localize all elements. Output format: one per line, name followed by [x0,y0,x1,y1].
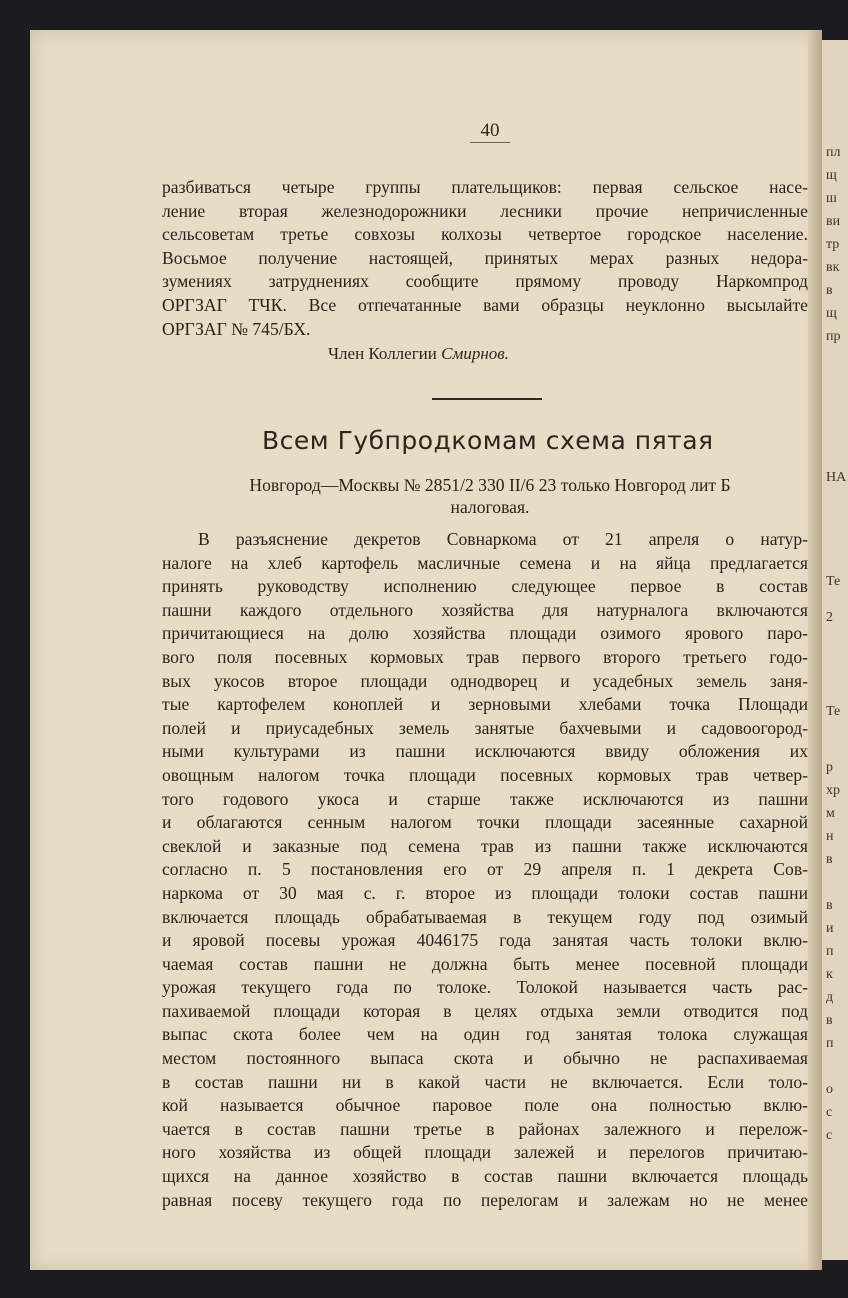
text-line: В разъяснение декретов Совнаркома от 21 апреля о натур- [198,529,808,549]
book-spine [808,30,822,1270]
adjacent-page-edge [822,40,848,1260]
adjacent-page-fragment: тр [826,237,840,252]
body-paragraph [162,528,808,1212]
text-line: ление вторая железнодорожники лесники прочие непричисленные [162,200,808,221]
signature-name: Смирнов. [441,344,509,363]
text-line: пахиваемой площади которая в целях отдыха земли отводится под [162,1000,808,1021]
adjacent-page-fragment: в [826,898,833,913]
text-line: наркома от 30 мая с. г. второе из площади толоки состав пашни [162,882,808,903]
adjacent-page-fragment: щ [826,168,837,183]
adjacent-page-fragment: Те [826,574,841,589]
text-line: равная посеву текущего года по перелогам и залежам но не менее [162,1189,808,1210]
text-line: урожая текущего года по толоке. Толокой называется часть рас- [162,977,808,998]
adjacent-page-fragment: п [826,1036,834,1051]
text-line: выпас скота более чем на один год занятая толока служащая [162,1024,808,1045]
adjacent-page-fragment: в [826,1013,833,1028]
text-line: пашни каждого отдельного хозяйства для натурналога включаются [162,599,808,620]
adjacent-page-fragment: вк [826,260,840,275]
adjacent-page-fragment: д [826,990,834,1005]
adjacent-page-fragment: и [826,921,834,936]
text-line: чаемая состав пашни не должна быть менее посевной площади [162,953,808,974]
text-line: полей и приусадебных земель занятые бахчевыми и садовоогород- [162,717,808,738]
text-line: вых укосов второе площади однодворец и усадебных земель заня- [162,670,808,691]
text-line: ОРГЗАГ № 745/БХ. [162,318,311,339]
adjacent-page-fragment: в [826,852,833,867]
text-line: Восьмое получение настоящей, принятых мерах разных недора- [162,247,808,268]
adjacent-page-fragment: к [826,967,833,982]
adjacent-page-fragment: р [826,760,833,775]
adjacent-page-fragment: п [826,944,834,959]
text-line: налоге на хлеб картофель масличные семена и на яйца предлагается [162,552,808,573]
adjacent-page-fragment: с [826,1105,833,1120]
adjacent-page-fragment: о [826,1082,833,1097]
text-line: и облагаются сенным налогом точки площади засеянные сахарной [162,812,808,833]
adjacent-page-fragment: Те [826,704,841,719]
text-line: сельсоветам третье совхозы колхозы четвертое городское население. [162,224,808,245]
adjacent-page-fragment: щ [826,306,837,321]
section-heading: Всем Губпродкомам схема пятая [262,426,714,455]
adjacent-page-fragment: м [826,806,835,821]
text-line: причитающиеся на долю хозяйства площади озимого ярового паро- [162,623,808,644]
telegram-header-line: Новгород—Москвы № 2851/2 330 II/6 23 только Новгород лит Б [249,475,731,495]
signature-line [328,344,509,364]
text-line: местом постоянного выпаса скота и обычно не распахиваемая [162,1048,808,1069]
text-line: разбиваться четыре группы плательщиков: первая сельское насе- [162,177,808,197]
telegram-header [170,474,810,518]
text-line: свеклой и заказные под семена трав из пашни также исключаются [162,835,808,856]
text-line: ного хозяйства из общей площади залежей и перелогов причитаю- [162,1142,808,1163]
text-line: кой называется обычное паровое поле она полностью вклю- [162,1095,808,1116]
text-line: чается в состав пашни третье в районах залежного и перелож- [162,1118,808,1139]
text-line: тые картофелем коноплей и зерновыми хлебами точка Площади [162,694,808,715]
adjacent-page-fragment: в [826,283,833,298]
text-line: ными культурами из пашни исключаются ввиду обложения их [162,741,808,762]
page-number: 40 [470,120,510,143]
text-line: согласно п. 5 постановления его от 29 апреля п. 1 декрета Сов- [162,859,808,880]
signature-label: Член Коллегии [328,344,437,363]
text-line: включается площадь обрабатываемая в текущем году под озимый [162,906,808,927]
intro-paragraph [162,176,808,341]
text-line: и яровой посевы урожая 4046175 года занятая часть толоки вклю- [162,930,808,951]
adjacent-page-fragment: ш [826,191,837,206]
adjacent-page-fragment: с [826,1128,833,1143]
telegram-header-line: налоговая. [450,497,530,517]
adjacent-page-fragment: ви [826,214,841,229]
adjacent-page-fragment: хр [826,783,840,798]
adjacent-page-fragment: пр [826,329,841,344]
text-line: щихся на данное хозяйство в состав пашни включается площадь [162,1166,808,1187]
text-line: в состав пашни ни в какой части не включается. Если толо- [162,1071,808,1092]
text-line: принять руководству исполнению следующее первое в состав [162,576,808,597]
text-line: вого поля посевных кормовых трав первого второго третьего годо- [162,646,808,667]
adjacent-page-fragment: пл [826,145,841,160]
adjacent-page-fragment: 2 [826,610,833,625]
adjacent-page-fragment: н [826,829,834,844]
text-line: ОРГЗАГ ТЧК. Все отпечатанные вами образцы неуклонно высылайте [162,294,808,315]
text-line: овощным налогом точка площади посевных кормовых трав четвер- [162,764,808,785]
section-divider [432,398,542,400]
adjacent-page-fragment: НА [826,470,847,485]
text-line: того годового укоса и старше также исключаются из пашни [162,788,808,809]
text-line: зумениях затруднениях сообщите прямому проводу Наркомпрод [162,271,808,292]
